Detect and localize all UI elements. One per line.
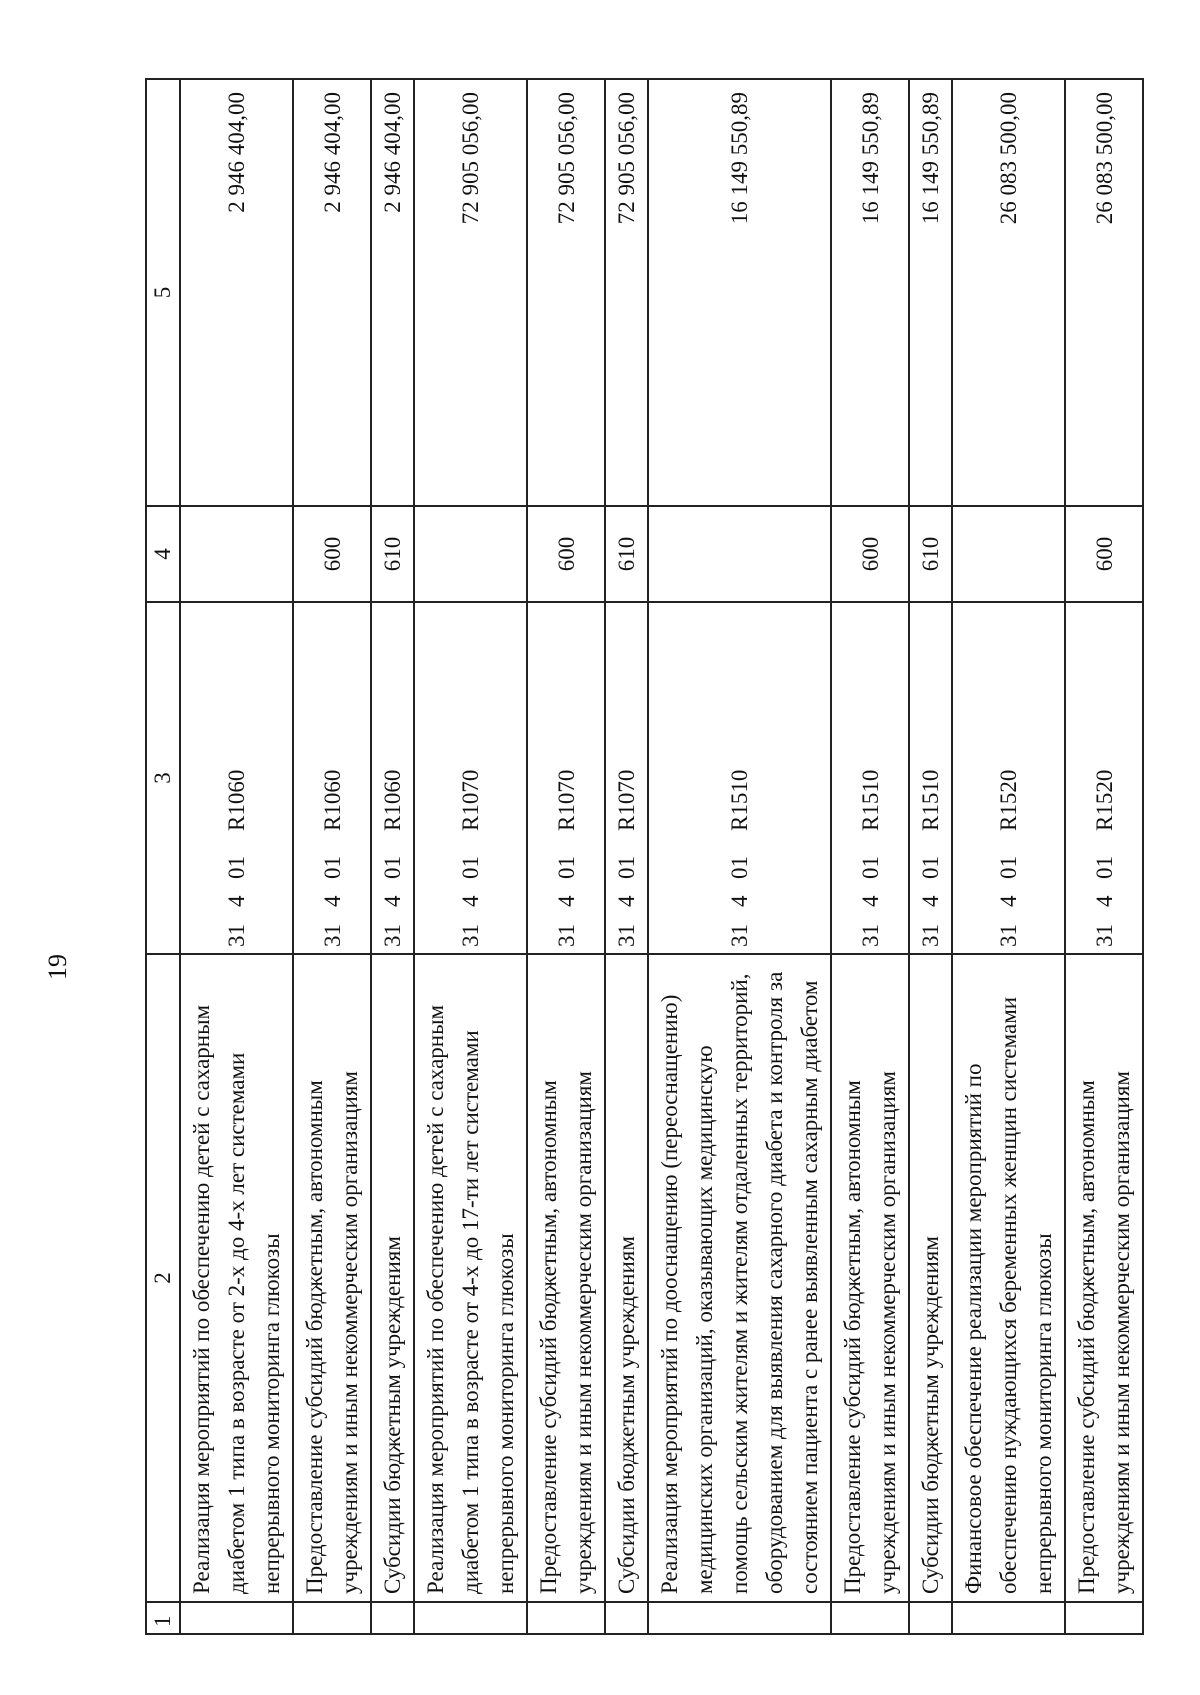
code-subprogram: 4 <box>918 895 943 907</box>
row-number-cell <box>831 1602 909 1634</box>
code-direction: R1070 <box>614 769 639 831</box>
row-description: Субсидии бюджетным учреждениям <box>909 954 952 1602</box>
row-number-cell <box>648 1602 831 1634</box>
table-row <box>605 79 648 1634</box>
code-event: 01 <box>458 856 483 879</box>
expense-type-cell <box>414 506 527 602</box>
table-row <box>293 79 371 1634</box>
code-direction: R1510 <box>727 769 752 831</box>
table-row <box>831 79 909 1634</box>
row-description: Субсидии бюджетным учреждениям <box>371 954 414 1602</box>
code-direction: R1060 <box>224 769 249 831</box>
budget-code-cell <box>648 602 831 954</box>
header-cell: 2 <box>146 954 180 1602</box>
budget-code-cell <box>527 602 605 954</box>
code-event: 01 <box>727 856 752 879</box>
row-description: Реализация мероприятий по дооснащению (переоснащению) медицинских организаций, оказывающих медицинскую помощь сельским жителям и жителям отдаленных территорий, оборудованием для выявления сахарного диабета и контроля за состоянием пациента с ранее выявленным сахарным диабетом <box>648 954 831 1602</box>
row-description: Реализация мероприятий по обеспечению детей с сахарным диабетом 1 типа в возрасте от 2-х до 4-х лет системами непрерывного мониторинга глюкозы <box>180 954 293 1602</box>
expense-type-cell: 610 <box>605 506 648 602</box>
row-number-cell <box>1065 1602 1143 1634</box>
row-description: Реализация мероприятий по обеспечению детей с сахарным диабетом 1 типа в возрасте от 4-х до 17-ти лет системами непрерывного мониторинга глюкозы <box>414 954 527 1602</box>
code-event: 01 <box>918 856 943 879</box>
budget-code-cell <box>831 602 909 954</box>
table-row <box>180 79 293 1634</box>
budget-code-cell <box>414 602 527 954</box>
code-direction: R1060 <box>380 769 405 831</box>
code-direction: R1520 <box>1091 769 1117 831</box>
amount-cell: 16 149 550,89 <box>909 79 952 506</box>
row-description: Финансовое обеспечение реализации мероприятий по обеспечению нуждающихся беременных женщин системами непрерывного мониторинга глюкозы <box>952 954 1065 1602</box>
code-direction: R1510 <box>918 769 943 831</box>
code-program: 31 <box>458 924 483 947</box>
expense-type-cell: 610 <box>371 506 414 602</box>
code-direction: R1060 <box>319 769 345 831</box>
row-number-cell <box>909 1602 952 1634</box>
code-subprogram: 4 <box>996 895 1021 907</box>
code-subprogram: 4 <box>727 895 752 907</box>
table-row <box>1065 79 1143 1634</box>
rotated-page <box>43 60 1134 1635</box>
code-event: 01 <box>553 856 579 879</box>
header-cell: 3 <box>146 602 180 954</box>
amount-cell: 72 905 056,00 <box>414 79 527 506</box>
code-program: 31 <box>319 924 345 947</box>
table-row <box>371 79 414 1634</box>
amount-cell: 2 946 404,00 <box>293 79 371 506</box>
code-direction: R1520 <box>996 769 1021 831</box>
expense-type-cell <box>648 506 831 602</box>
table-row <box>414 79 527 1634</box>
row-description: Предоставление субсидий бюджетным, автономным учреждениям и иным некоммерческим организациям <box>527 954 605 1602</box>
budget-table <box>145 78 1144 1635</box>
row-number-cell <box>414 1602 527 1634</box>
code-program: 31 <box>553 924 579 947</box>
expense-type-cell: 600 <box>293 506 371 602</box>
row-number-cell <box>180 1602 293 1634</box>
code-subprogram: 4 <box>224 895 249 907</box>
table-row <box>909 79 952 1634</box>
amount-cell: 26 083 500,00 <box>952 79 1065 506</box>
expense-type-cell: 600 <box>527 506 605 602</box>
code-event: 01 <box>614 856 639 879</box>
code-direction: R1070 <box>553 769 579 831</box>
budget-code-cell <box>909 602 952 954</box>
code-program: 31 <box>727 924 752 947</box>
budget-code-cell <box>371 602 414 954</box>
code-event: 01 <box>1091 856 1117 879</box>
expense-type-cell: 610 <box>909 506 952 602</box>
expense-type-cell: 600 <box>1065 506 1143 602</box>
budget-code-cell <box>293 602 371 954</box>
budget-code-cell <box>605 602 648 954</box>
row-number-cell <box>952 1602 1065 1634</box>
code-program: 31 <box>918 924 943 947</box>
code-event: 01 <box>996 856 1021 879</box>
expense-type-cell: 600 <box>831 506 909 602</box>
row-number-cell <box>527 1602 605 1634</box>
row-description: Предоставление субсидий бюджетным, автономным учреждениям и иным некоммерческим организациям <box>1065 954 1143 1602</box>
code-subprogram: 4 <box>1091 895 1117 907</box>
code-direction: R1070 <box>458 769 483 831</box>
code-subprogram: 4 <box>553 895 579 907</box>
row-description: Предоставление субсидий бюджетным, автономным учреждениям и иным некоммерческим организациям <box>831 954 909 1602</box>
amount-cell: 26 083 500,00 <box>1065 79 1143 506</box>
code-program: 31 <box>1091 924 1117 947</box>
row-number-cell <box>293 1602 371 1634</box>
amount-cell: 16 149 550,89 <box>648 79 831 506</box>
header-cell: 4 <box>146 506 180 602</box>
amount-cell: 2 946 404,00 <box>371 79 414 506</box>
header-cell: 5 <box>146 79 180 506</box>
code-program: 31 <box>224 924 249 947</box>
budget-code-cell <box>1065 602 1143 954</box>
budget-code-cell <box>180 602 293 954</box>
amount-cell: 16 149 550,89 <box>831 79 909 506</box>
table-row <box>648 79 831 1634</box>
row-description: Субсидии бюджетным учреждениям <box>605 954 648 1602</box>
amount-cell: 72 905 056,00 <box>527 79 605 506</box>
code-event: 01 <box>857 856 883 879</box>
code-direction: R1510 <box>857 769 883 831</box>
row-number-cell <box>371 1602 414 1634</box>
expense-type-cell <box>952 506 1065 602</box>
code-subprogram: 4 <box>857 895 883 907</box>
code-subprogram: 4 <box>319 895 345 907</box>
table-row <box>952 79 1065 1634</box>
code-subprogram: 4 <box>614 895 639 907</box>
code-subprogram: 4 <box>380 895 405 907</box>
expense-type-cell <box>180 506 293 602</box>
row-number-cell <box>605 1602 648 1634</box>
code-program: 31 <box>380 924 405 947</box>
budget-code-cell <box>952 602 1065 954</box>
table-header-row <box>146 79 180 1634</box>
code-subprogram: 4 <box>458 895 483 907</box>
row-description: Предоставление субсидий бюджетным, автономным учреждениям и иным некоммерческим организациям <box>293 954 371 1602</box>
code-program: 31 <box>996 924 1021 947</box>
code-program: 31 <box>614 924 639 947</box>
code-event: 01 <box>380 856 405 879</box>
table-body <box>180 79 1143 1634</box>
amount-cell: 2 946 404,00 <box>180 79 293 506</box>
code-event: 01 <box>319 856 345 879</box>
code-program: 31 <box>857 924 883 947</box>
amount-cell: 72 905 056,00 <box>605 79 648 506</box>
header-cell: 1 <box>146 1602 180 1634</box>
page-number: 19 <box>43 954 72 980</box>
code-event: 01 <box>224 856 249 879</box>
table-row <box>527 79 605 1634</box>
